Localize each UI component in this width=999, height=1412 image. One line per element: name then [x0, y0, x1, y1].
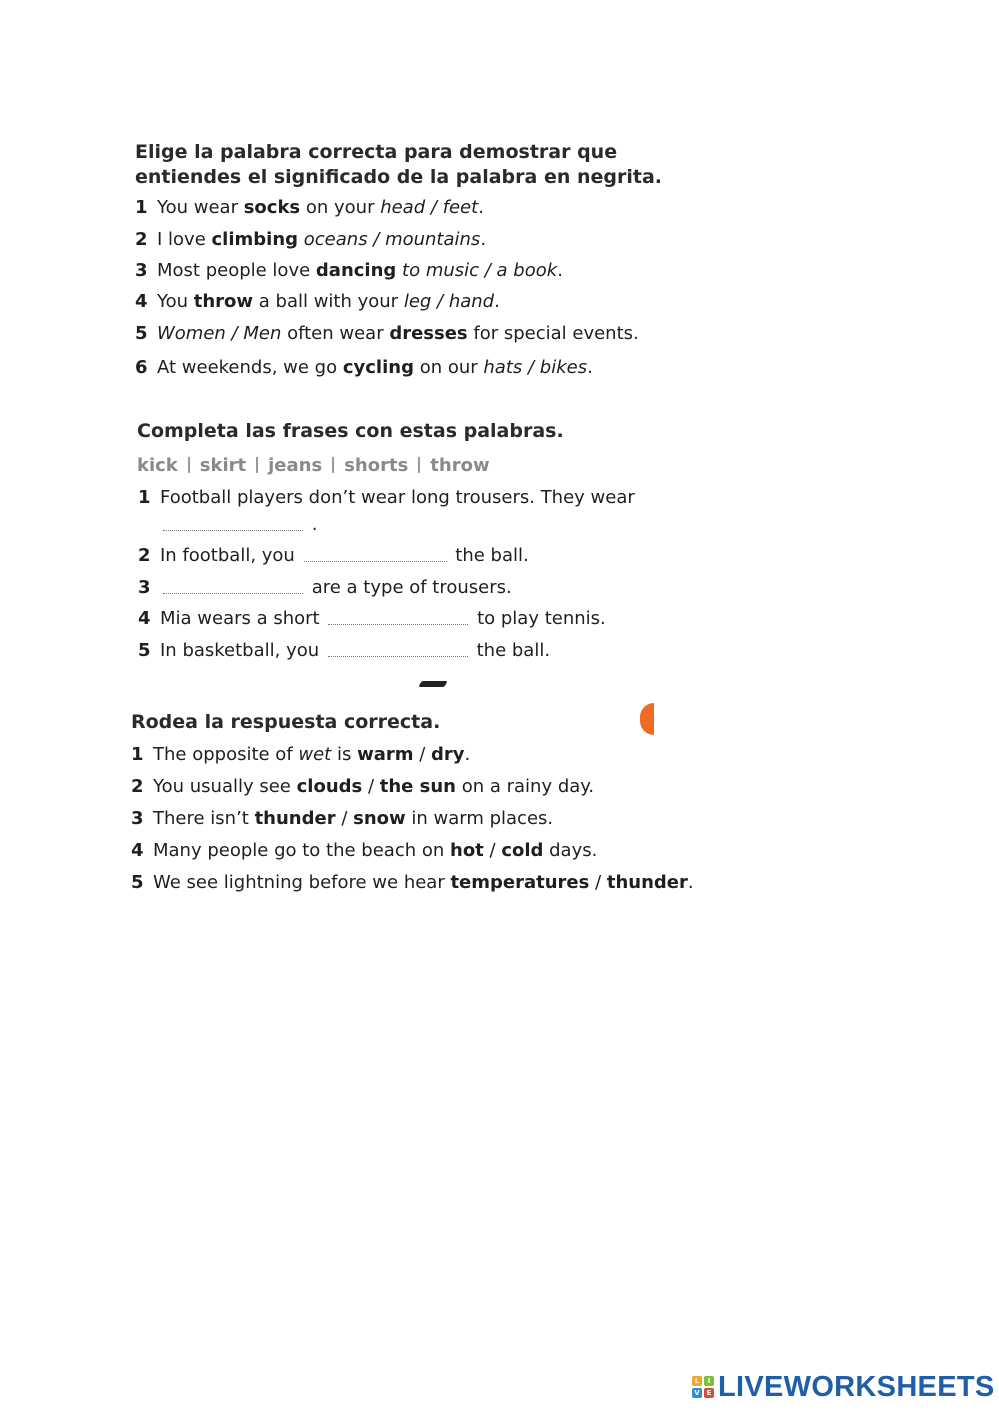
item-text: for special events. — [467, 323, 639, 344]
list-item — [135, 229, 486, 251]
list-item — [131, 840, 597, 862]
exercise-2 — [137, 419, 564, 444]
item-text: You — [157, 291, 194, 312]
exercise-1 — [135, 140, 662, 190]
list-item — [138, 577, 512, 599]
exercise-3-heading: Rodea la respuesta correcta. — [131, 711, 441, 733]
item-text: often wear — [281, 323, 390, 344]
item-text: the ball. — [470, 640, 551, 661]
item-text: / — [483, 840, 502, 861]
exercise-3 — [131, 710, 440, 735]
item-text: a ball with your — [253, 291, 404, 312]
list-item — [135, 197, 484, 219]
item-text: the ball. — [449, 545, 529, 566]
bold-text: hot — [450, 840, 484, 861]
answer-blank[interactable] — [163, 579, 303, 594]
item-number: 6 — [135, 357, 148, 378]
word-option: jeans — [268, 455, 323, 476]
bold-text: dresses — [389, 323, 468, 344]
item-text: / — [413, 744, 432, 765]
item-text: In football, you — [160, 545, 301, 566]
italic-text: Women / Men — [157, 323, 282, 344]
italic-text: wet — [298, 744, 332, 765]
list-item — [131, 872, 694, 894]
item-text: in warm places. — [405, 808, 554, 829]
liveworksheets-logo-icon — [692, 1376, 714, 1398]
list-item — [135, 323, 639, 345]
italic-text: hats / bikes — [483, 357, 588, 378]
item-text: Most people love — [157, 260, 316, 281]
item-number: 1 — [135, 197, 148, 218]
answer-blank[interactable] — [304, 547, 447, 562]
word-separator — [188, 457, 190, 473]
bold-text: socks — [243, 197, 301, 218]
list-item — [138, 514, 317, 536]
bold-text: dry — [431, 744, 465, 765]
item-number: 2 — [131, 776, 144, 797]
list-item — [138, 545, 529, 567]
list-item — [135, 260, 563, 282]
item-text: You usually see — [153, 776, 297, 797]
item-number: 2 — [135, 229, 148, 250]
item-number: 4 — [131, 840, 144, 861]
answer-blank[interactable] — [163, 516, 303, 531]
list-item — [131, 744, 470, 766]
italic-text: to music / a book — [402, 260, 558, 281]
word-option: shorts — [344, 455, 409, 476]
logo-tile: E — [704, 1388, 714, 1398]
italic-text: head / feet — [380, 197, 479, 218]
item-number: 4 — [138, 608, 151, 629]
item-text: Mia wears a short — [160, 608, 326, 629]
answer-blank[interactable] — [328, 610, 468, 625]
item-number: 5 — [131, 872, 144, 893]
word-option: throw — [430, 455, 490, 476]
italic-text: leg / hand — [403, 291, 495, 312]
italic-text: oceans / mountains — [303, 229, 481, 250]
word-separator — [418, 457, 420, 473]
item-text: days. — [543, 840, 598, 861]
word-box — [137, 455, 490, 476]
logo-tile: L — [692, 1376, 702, 1386]
bold-text: thunder — [606, 872, 688, 893]
list-item — [135, 291, 500, 313]
item-text: I love — [157, 229, 212, 250]
item-text: on our — [413, 357, 484, 378]
bold-text: climbing — [211, 229, 299, 250]
item-text: . — [480, 229, 487, 250]
item-number: 3 — [135, 260, 148, 281]
item-number: 2 — [138, 545, 151, 566]
item-text: . — [464, 744, 471, 765]
bold-text: warm — [357, 744, 414, 765]
list-item — [138, 640, 550, 662]
exercise-1-heading-line2: entiendes el significado de la palabra en negrita. — [135, 166, 662, 188]
item-text: to play tennis. — [471, 608, 606, 629]
item-text: on your — [300, 197, 381, 218]
list-item — [131, 808, 553, 830]
bold-text: the sun — [379, 776, 456, 797]
bold-text: snow — [353, 808, 406, 829]
item-text: Many people go to the beach on — [153, 840, 450, 861]
exercise-1-heading-line1: Elige la palabra correcta para demostrar que — [135, 141, 618, 163]
item-number: 5 — [138, 640, 151, 661]
liveworksheets-logo-text: LIVEWORKSHEETS — [718, 1370, 995, 1403]
item-number: 1 — [131, 744, 144, 765]
item-text: . — [306, 514, 318, 535]
item-text: At weekends, we go — [157, 357, 343, 378]
liveworksheets-logo[interactable] — [692, 1372, 995, 1402]
word-option: skirt — [199, 455, 247, 476]
word-separator — [256, 457, 258, 473]
orange-marker — [640, 703, 654, 735]
item-text: / — [335, 808, 354, 829]
item-text: / — [362, 776, 380, 797]
item-text: We see lightning before we hear — [153, 872, 451, 893]
item-number: 3 — [138, 577, 151, 598]
item-text: on a rainy day. — [456, 776, 595, 797]
word-option: kick — [137, 455, 178, 476]
item-text: . — [557, 260, 563, 281]
bold-text: thunder — [254, 808, 336, 829]
item-number: 5 — [135, 323, 148, 344]
item-text: The opposite of — [153, 744, 299, 765]
logo-tile: I — [704, 1376, 714, 1386]
item-text: . — [687, 872, 694, 893]
item-text: . — [587, 357, 593, 378]
list-item — [138, 608, 606, 630]
dash-mark — [418, 681, 447, 687]
bold-text: temperatures — [450, 872, 590, 893]
item-text: There isn’t — [153, 808, 255, 829]
item-number: 1 — [138, 487, 151, 508]
item-text: Football players don’t wear long trousers. They wear — [160, 487, 635, 508]
list-item — [135, 357, 593, 379]
item-text: / — [589, 872, 607, 893]
bold-text: cycling — [342, 357, 414, 378]
item-text: . — [494, 291, 500, 312]
item-text: You wear — [157, 197, 244, 218]
bold-text: dancing — [315, 260, 397, 281]
bold-text: throw — [193, 291, 254, 312]
list-item — [138, 487, 635, 509]
bold-text: clouds — [296, 776, 363, 797]
item-text: . — [478, 197, 484, 218]
item-text: is — [331, 744, 358, 765]
word-separator — [332, 457, 334, 473]
logo-tile: V — [692, 1388, 702, 1398]
item-number: 3 — [131, 808, 144, 829]
bold-text: cold — [501, 840, 544, 861]
item-text: In basketball, you — [160, 640, 325, 661]
list-item — [131, 776, 594, 798]
item-text: are a type of trousers. — [306, 577, 512, 598]
item-number: 4 — [135, 291, 148, 312]
answer-blank[interactable] — [328, 642, 468, 657]
exercise-2-heading: Completa las frases con estas palabras. — [137, 420, 564, 442]
